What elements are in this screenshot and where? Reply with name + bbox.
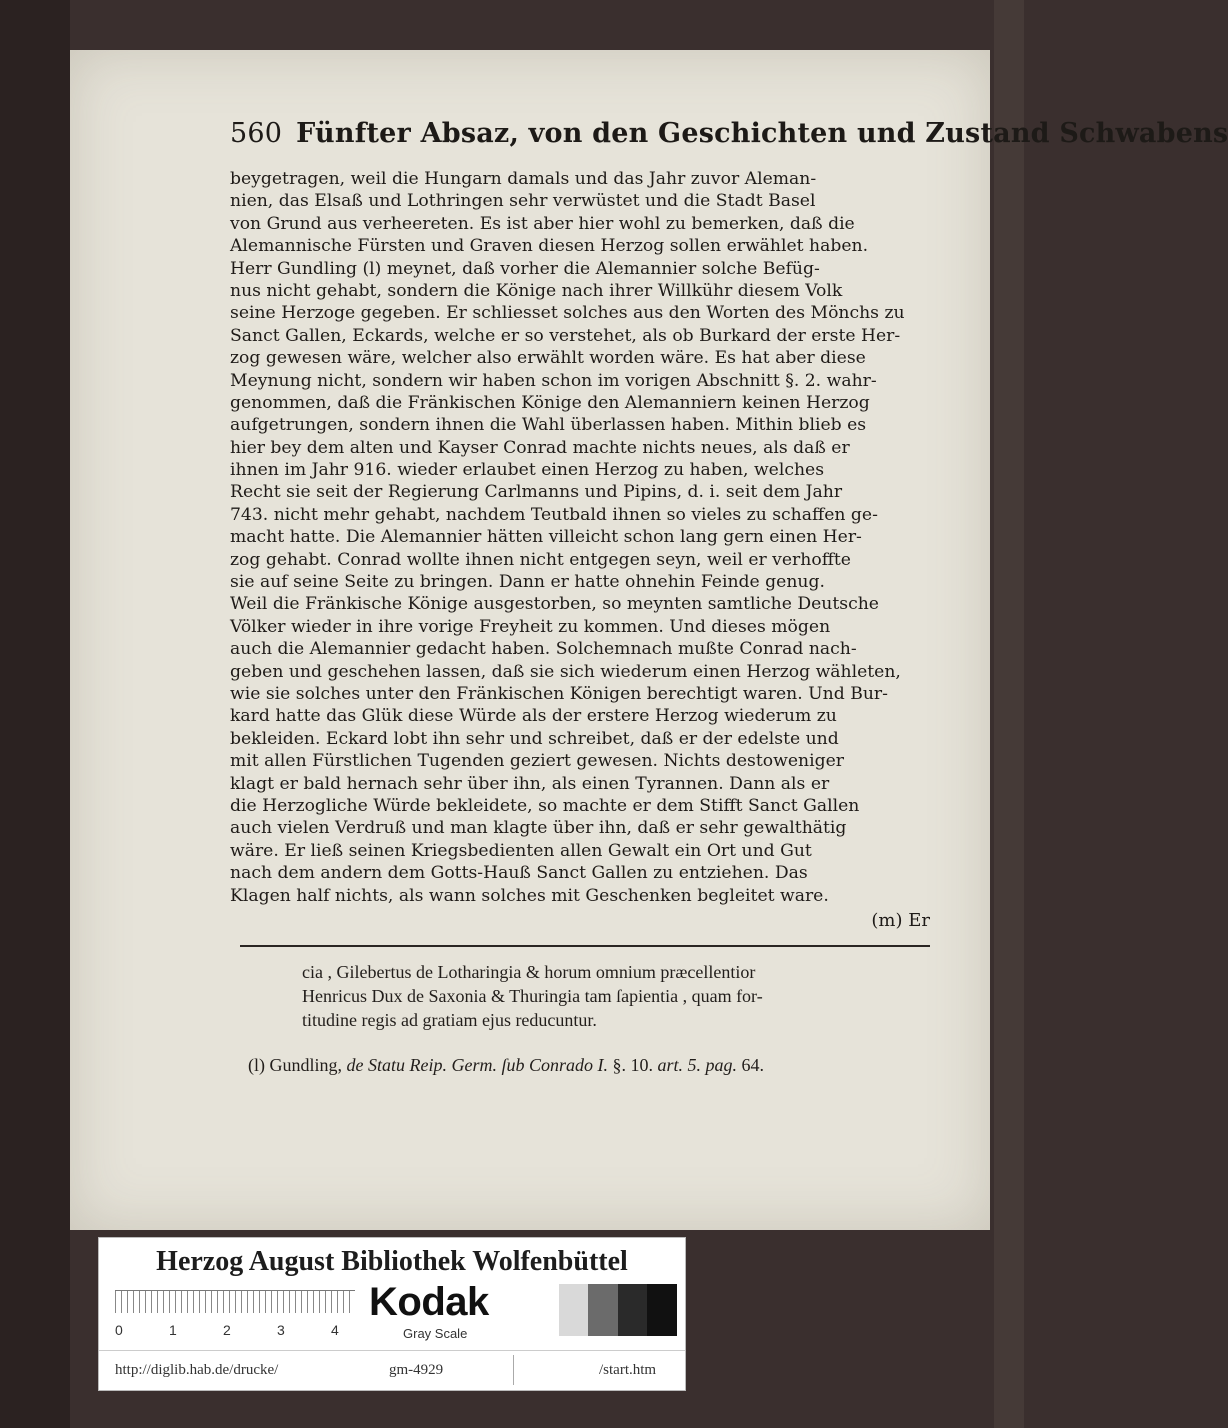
- catchword: (m) Er: [871, 910, 930, 931]
- kodak-logo: Kodak: [369, 1280, 489, 1324]
- body-line: hier bey dem alten und Kayser Conrad machte nichts neues, als daß er: [230, 437, 850, 458]
- footnote-l: [248, 1055, 948, 1076]
- footnote-rule: [240, 945, 930, 947]
- gray-scale-swatches: [529, 1284, 677, 1336]
- body-line: nien, das Elsaß und Lothringen sehr verwüstet und die Stadt Basel: [230, 191, 816, 212]
- footnote-line: titudine regis ad gratiam ejus reducuntur.: [302, 1010, 597, 1030]
- body-line: beygetragen, weil die Hungarn damals und das Jahr zuvor Aleman-: [230, 169, 817, 189]
- footnote-art: art. 5. pag.: [657, 1055, 738, 1075]
- label-footer: [99, 1350, 685, 1391]
- start-path: /start.htm: [599, 1362, 657, 1378]
- body-line: zog gehabt. Conrad wollte ihnen nicht entgegen seyn, weil er verhoffte: [230, 549, 851, 570]
- gray-swatch: [529, 1284, 559, 1336]
- footer-separator: [513, 1355, 514, 1385]
- scan-backdrop-right: [994, 0, 1024, 1428]
- body-line: klagt er bald hernach sehr über ihn, als einen Tyrannen. Dann als er: [230, 773, 830, 794]
- body-line: auch vielen Verdruß und man klagte über ihn, daß er sehr gewalthätig: [230, 818, 847, 839]
- library-scan-label: [98, 1237, 686, 1391]
- body-line: Alemannische Fürsten und Graven diesen Herzog sollen erwählet haben.: [230, 236, 869, 257]
- body-line: bekleiden. Eckard lobt ihn sehr und schreibet, daß er der edelste und: [230, 728, 839, 749]
- page-number: 560: [230, 118, 283, 149]
- library-name: Herzog August Bibliothek Wolfenbüttel: [156, 1246, 628, 1277]
- body-line: ihnen im Jahr 916. wieder erlaubet einen Herzog zu haben, welches: [230, 460, 825, 481]
- body-line: kard hatte das Glük diese Würde als der erstere Herzog wiederum zu: [230, 706, 837, 727]
- main-text-block: [230, 168, 930, 907]
- scale-ruler: [115, 1290, 355, 1313]
- body-line: Meynung nicht, sondern wir haben schon im vorigen Abschnitt §. 2. wahr-: [230, 370, 877, 391]
- footnote-line: cia , Gilebertus de Lotharingia & horum omnium præcellentior: [302, 962, 756, 982]
- body-line: seine Herzoge gegeben. Er schliesset solches aus den Worten des Mönchs zu: [230, 303, 905, 324]
- body-line: Klagen half nichts, als wann solches mit Geschenken begleitet ware.: [230, 885, 829, 906]
- footnote-continuation: [302, 960, 932, 1032]
- body-line: geben und geschehen lassen, daß sie sich wiederum einen Herzog wähleten,: [230, 661, 901, 682]
- body-line: Sanct Gallen, Eckards, welche er so verstehet, als ob Burkard der erste Her-: [230, 325, 901, 346]
- gray-swatch: [647, 1284, 677, 1336]
- body-line: wie sie solches unter den Fränkischen Königen berechtigt waren. Und Bur-: [230, 683, 888, 704]
- gray-swatch: [588, 1284, 618, 1336]
- body-line: die Herzogliche Würde bekleidete, so machte er dem Stifft Sanct Gallen: [230, 795, 860, 816]
- body-line: 743. nicht mehr gehabt, nachdem Teutbald ihnen so vieles zu schaffen ge-: [230, 504, 878, 525]
- body-line: auch die Alemannier gedacht haben. Solchemnach mußte Conrad nach-: [230, 639, 857, 660]
- body-line: zog gewesen wäre, welcher also erwählt worden wäre. Es hat aber diese: [230, 348, 866, 369]
- footnote-ref: §. 10.: [612, 1055, 653, 1075]
- ruler-number: 4: [331, 1322, 339, 1338]
- body-line: wäre. Er ließ seinen Kriegsbedienten allen Gewalt ein Ort und Gut: [230, 840, 812, 861]
- body-line: Herr Gundling (l) meynet, daß vorher die Alemannier solche Befüg-: [230, 258, 820, 279]
- body-line: aufgetrungen, sondern ihnen die Wahl überlassen haben. Mithin blieb es: [230, 415, 867, 436]
- body-line: Recht sie seit der Regierung Carlmanns und Pipins, d. i. seit dem Jahr: [230, 482, 843, 503]
- body-line: nach dem andern dem Gotts-Hauß Sanct Gallen zu entziehen. Das: [230, 863, 808, 884]
- running-title: Fünfter Absaz, von den Geschichten und Zustand Schwabens: [296, 118, 1228, 149]
- footnote-author: Gundling,: [269, 1055, 343, 1075]
- footnote-line: Henricus Dux de Saxonia & Thuringia tam ſapientia , quam for-: [302, 986, 763, 1006]
- body-line: nus nicht gehabt, sondern die Könige nach ihrer Willkühr diesem Volk: [230, 280, 843, 301]
- body-line: macht hatte. Die Alemannier hätten villeicht schon lang gern einen Her-: [230, 527, 862, 548]
- body-line: Völker wieder in ihre vorige Freyheit zu kommen. Und dieses mögen: [230, 616, 831, 637]
- digital-library-url: http://diglib.hab.de/drucke/: [115, 1362, 279, 1378]
- body-line: Weil die Fränkische Könige ausgestorben, so meynten samtliche Deutsche: [230, 594, 879, 615]
- body-line: sie auf seine Seite zu bringen. Dann er hatte ohnehin Feinde genug.: [230, 572, 825, 593]
- ruler-number: 3: [277, 1322, 285, 1338]
- ruler-number: 0: [115, 1322, 123, 1338]
- gray-swatch: [559, 1284, 589, 1336]
- body-line: genommen, daß die Fränkischen Könige den Alemanniern keinen Herzog: [230, 392, 870, 413]
- shelfmark: gm-4929: [389, 1362, 444, 1378]
- scan-backdrop-left: [0, 0, 70, 1428]
- body-line: mit allen Fürstlichen Tugenden geziert gewesen. Nichts destoweniger: [230, 751, 844, 772]
- footnote-title: de Statu Reip. Germ. ſub Conrado I.: [346, 1055, 608, 1075]
- footnote-page: 64.: [741, 1055, 765, 1075]
- running-head: [230, 118, 1228, 149]
- book-page: [70, 50, 1228, 1230]
- body-line: von Grund aus verheereten. Es ist aber hier wohl zu bemerken, daß die: [230, 213, 855, 234]
- footnote-marker: (l): [248, 1055, 265, 1075]
- gray-swatch: [618, 1284, 648, 1336]
- ruler-number: 2: [223, 1322, 231, 1338]
- gray-scale-label: Gray Scale: [403, 1326, 468, 1341]
- ruler-number: 1: [169, 1322, 177, 1338]
